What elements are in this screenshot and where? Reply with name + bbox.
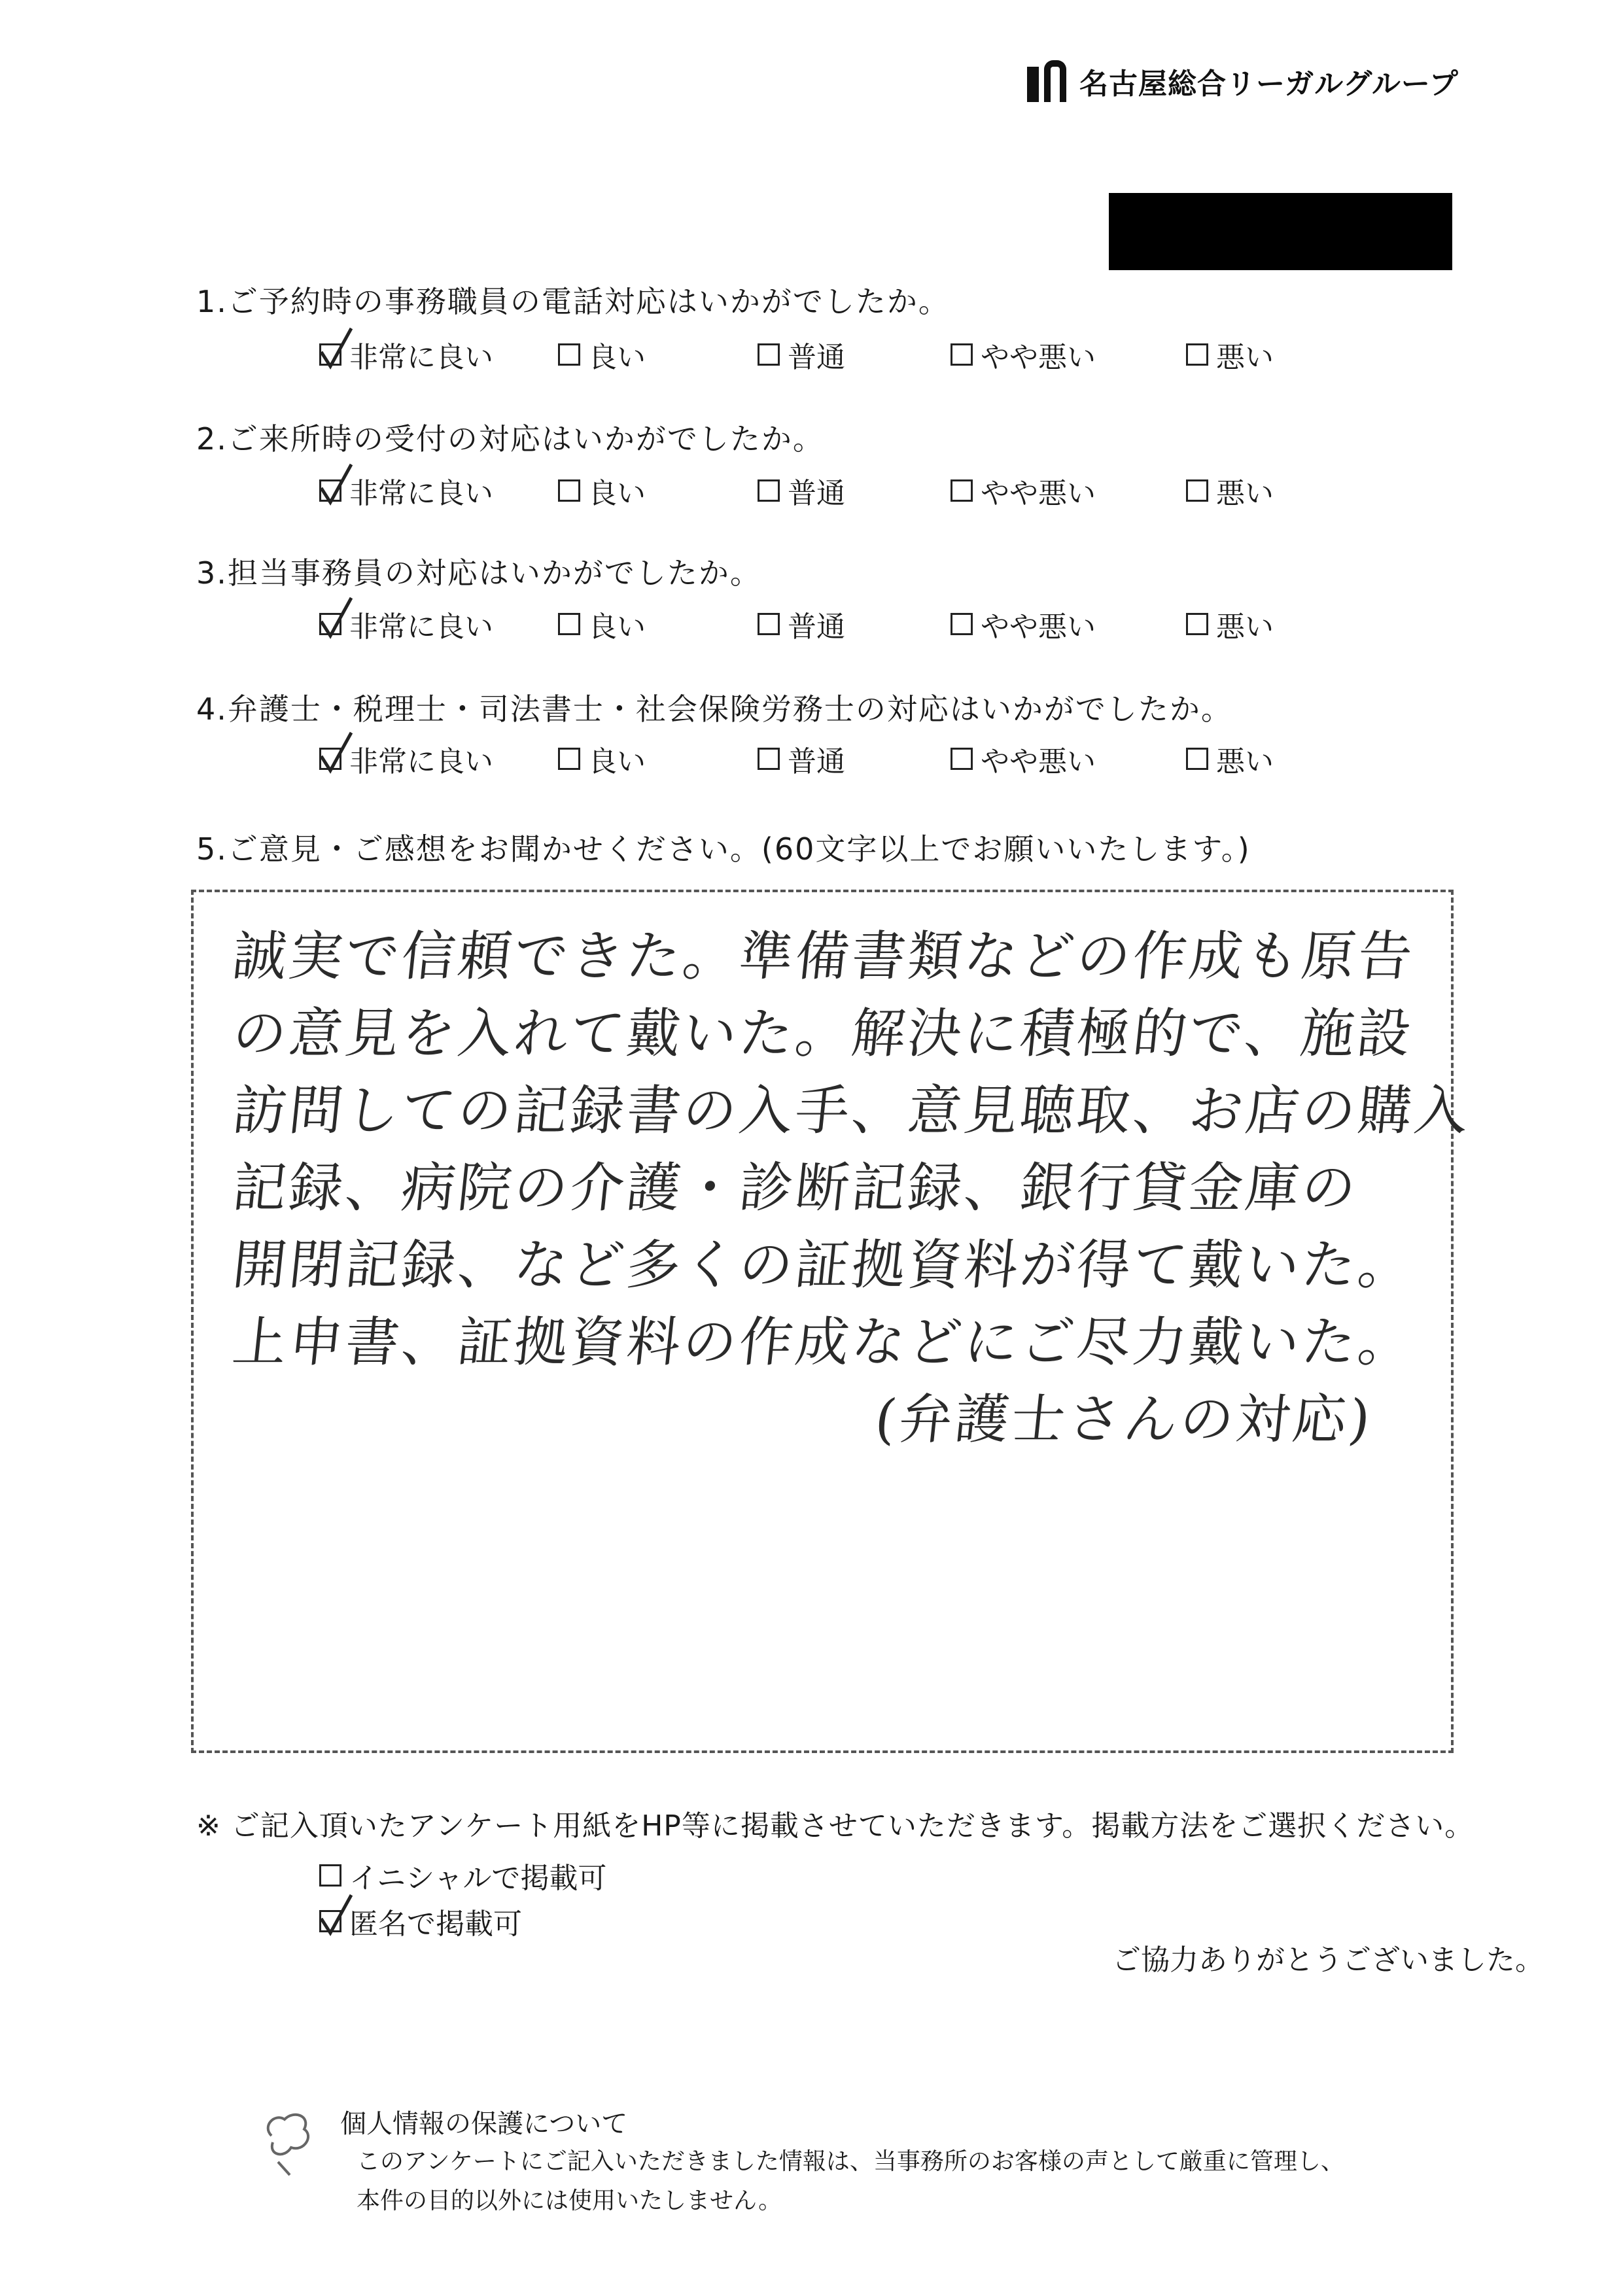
logo-mark-icon [1027,60,1066,102]
option-average[interactable] [758,738,845,780]
option-very-good[interactable] [319,603,493,645]
option-label: 良い [588,610,646,644]
comment-line: 開閉記録、など多くの証拠資料が得て戴いた。 [230,1234,1418,1296]
option-somewhat-bad[interactable] [951,738,1096,780]
option-label: やや悪い [981,341,1096,374]
redacted-name-block [1109,193,1452,270]
option-label: やや悪い [981,477,1096,510]
privacy-body [357,2142,1344,2221]
option-average[interactable] [758,470,845,512]
checkmark-icon [317,1892,357,1938]
checkbox[interactable] [558,748,580,770]
option-label: 悪い [1216,610,1274,644]
logo-text: 名古屋総合リーガルグループ [1079,67,1459,101]
checkbox[interactable] [758,748,780,770]
checkbox-checked[interactable] [319,343,341,366]
option-label: 悪い [1216,477,1274,510]
checkbox[interactable] [558,343,580,366]
publication-option-initials[interactable] [319,1854,606,1896]
comment-prompt: 5.ご意見・ご感想をお聞かせください。(60文字以上でお願いいたします。) [196,831,1251,867]
option-bad[interactable] [1186,603,1274,645]
option-very-good[interactable] [319,470,493,512]
checkbox[interactable] [758,613,780,635]
privacy-line: 本件の目的以外には使用いたしません。 [357,2187,782,2214]
question-4: 4.弁護士・税理士・司法書士・社会保険労務士の対応はいかがでしたか。 [196,691,1232,727]
thanks-message: ご協力ありがとうございました。 [1112,1943,1544,1977]
privacy-icon [258,2096,317,2182]
option-label: 良い [588,745,646,778]
option-label: イニシャルで掲載可 [349,1862,607,1895]
publication-notice: ※ ご記入頂いたアンケート用紙をHP等に掲載させていただきます。掲載方法をご選択ください。 [196,1809,1475,1843]
option-bad[interactable] [1186,738,1274,780]
options-q2 [319,470,1366,509]
checkbox[interactable] [558,613,580,635]
checkmark-icon [317,730,357,776]
checkbox[interactable] [1186,613,1208,635]
comment-line: (弁護士さんの対応) [872,1389,1376,1451]
comment-line: の意見を入れて戴いた。解決に積極的で、施設 [230,1003,1417,1065]
checkbox[interactable] [1186,343,1208,366]
option-label: 普通 [788,341,845,374]
option-label: 非常に良い [349,477,493,510]
option-bad[interactable] [1186,470,1274,512]
checkbox-checked[interactable] [319,613,341,635]
options-q4 [319,738,1366,777]
question-2: 2.ご来所時の受付の対応はいかがでしたか。 [196,421,824,457]
checkbox[interactable] [951,613,973,635]
checkbox[interactable] [951,479,973,502]
option-very-good[interactable] [319,738,493,780]
option-average[interactable] [758,334,845,375]
option-good[interactable] [558,603,646,645]
comment-line: 誠実で信頼できた。準備書類などの作成も原告 [230,926,1418,988]
option-label: 普通 [788,477,845,510]
checkbox[interactable] [1186,748,1208,770]
option-label: 普通 [788,610,845,644]
checkbox[interactable] [951,343,973,366]
comment-line: 訪問しての記録書の入手、意見聴取、お店の購入 [230,1080,1475,1142]
comment-line: 記録、病院の介護・診断記録、銀行貸金庫の [230,1157,1362,1219]
checkbox-checked[interactable] [319,479,341,502]
checkbox[interactable] [951,748,973,770]
question-3: 3.担当事務員の対応はいかがでしたか。 [196,555,761,591]
publication-option-anonymous[interactable] [319,1900,522,1942]
checkbox-checked[interactable] [319,1910,341,1932]
option-label: 非常に良い [349,610,493,644]
option-label: 良い [588,477,646,510]
option-average[interactable] [758,603,845,645]
privacy-title: 個人情報の保護について [340,2109,628,2139]
option-label: 非常に良い [349,341,493,374]
checkmark-icon [317,595,357,641]
option-label: 悪い [1216,341,1274,374]
option-good[interactable] [558,334,646,375]
checkbox[interactable] [1186,479,1208,502]
option-somewhat-bad[interactable] [951,334,1096,375]
question-1: 1.ご予約時の事務職員の電話対応はいかがでしたか。 [196,284,950,319]
option-label: やや悪い [981,745,1096,778]
checkbox[interactable] [758,343,780,366]
checkbox-checked[interactable] [319,748,341,770]
options-q3 [319,603,1366,642]
option-label: 悪い [1216,745,1274,778]
checkbox[interactable] [558,479,580,502]
checkmark-icon [317,462,357,508]
option-good[interactable] [558,738,646,780]
option-bad[interactable] [1186,334,1274,375]
option-label: やや悪い [981,610,1096,644]
options-q1 [319,334,1366,373]
comment-line: 上申書、証拠資料の作成などにご尽力戴いた。 [230,1312,1418,1374]
handwritten-comment [230,918,1475,1459]
option-good[interactable] [558,470,646,512]
checkmark-icon [317,326,357,372]
checkbox[interactable] [758,479,780,502]
option-very-good[interactable] [319,334,493,375]
option-somewhat-bad[interactable] [951,603,1096,645]
comment-textarea[interactable] [191,890,1475,1753]
option-label: 非常に良い [349,745,493,778]
privacy-line: このアンケートにご記入いただきました情報は、当事務所のお客様の声として厳重に管理し、 [357,2148,1344,2175]
option-label: 普通 [788,745,845,778]
checkbox[interactable] [319,1864,341,1887]
option-somewhat-bad[interactable] [951,470,1096,512]
option-label: 匿名で掲載可 [349,1907,522,1941]
option-label: 良い [588,341,646,374]
firm-logo [1027,60,1459,102]
